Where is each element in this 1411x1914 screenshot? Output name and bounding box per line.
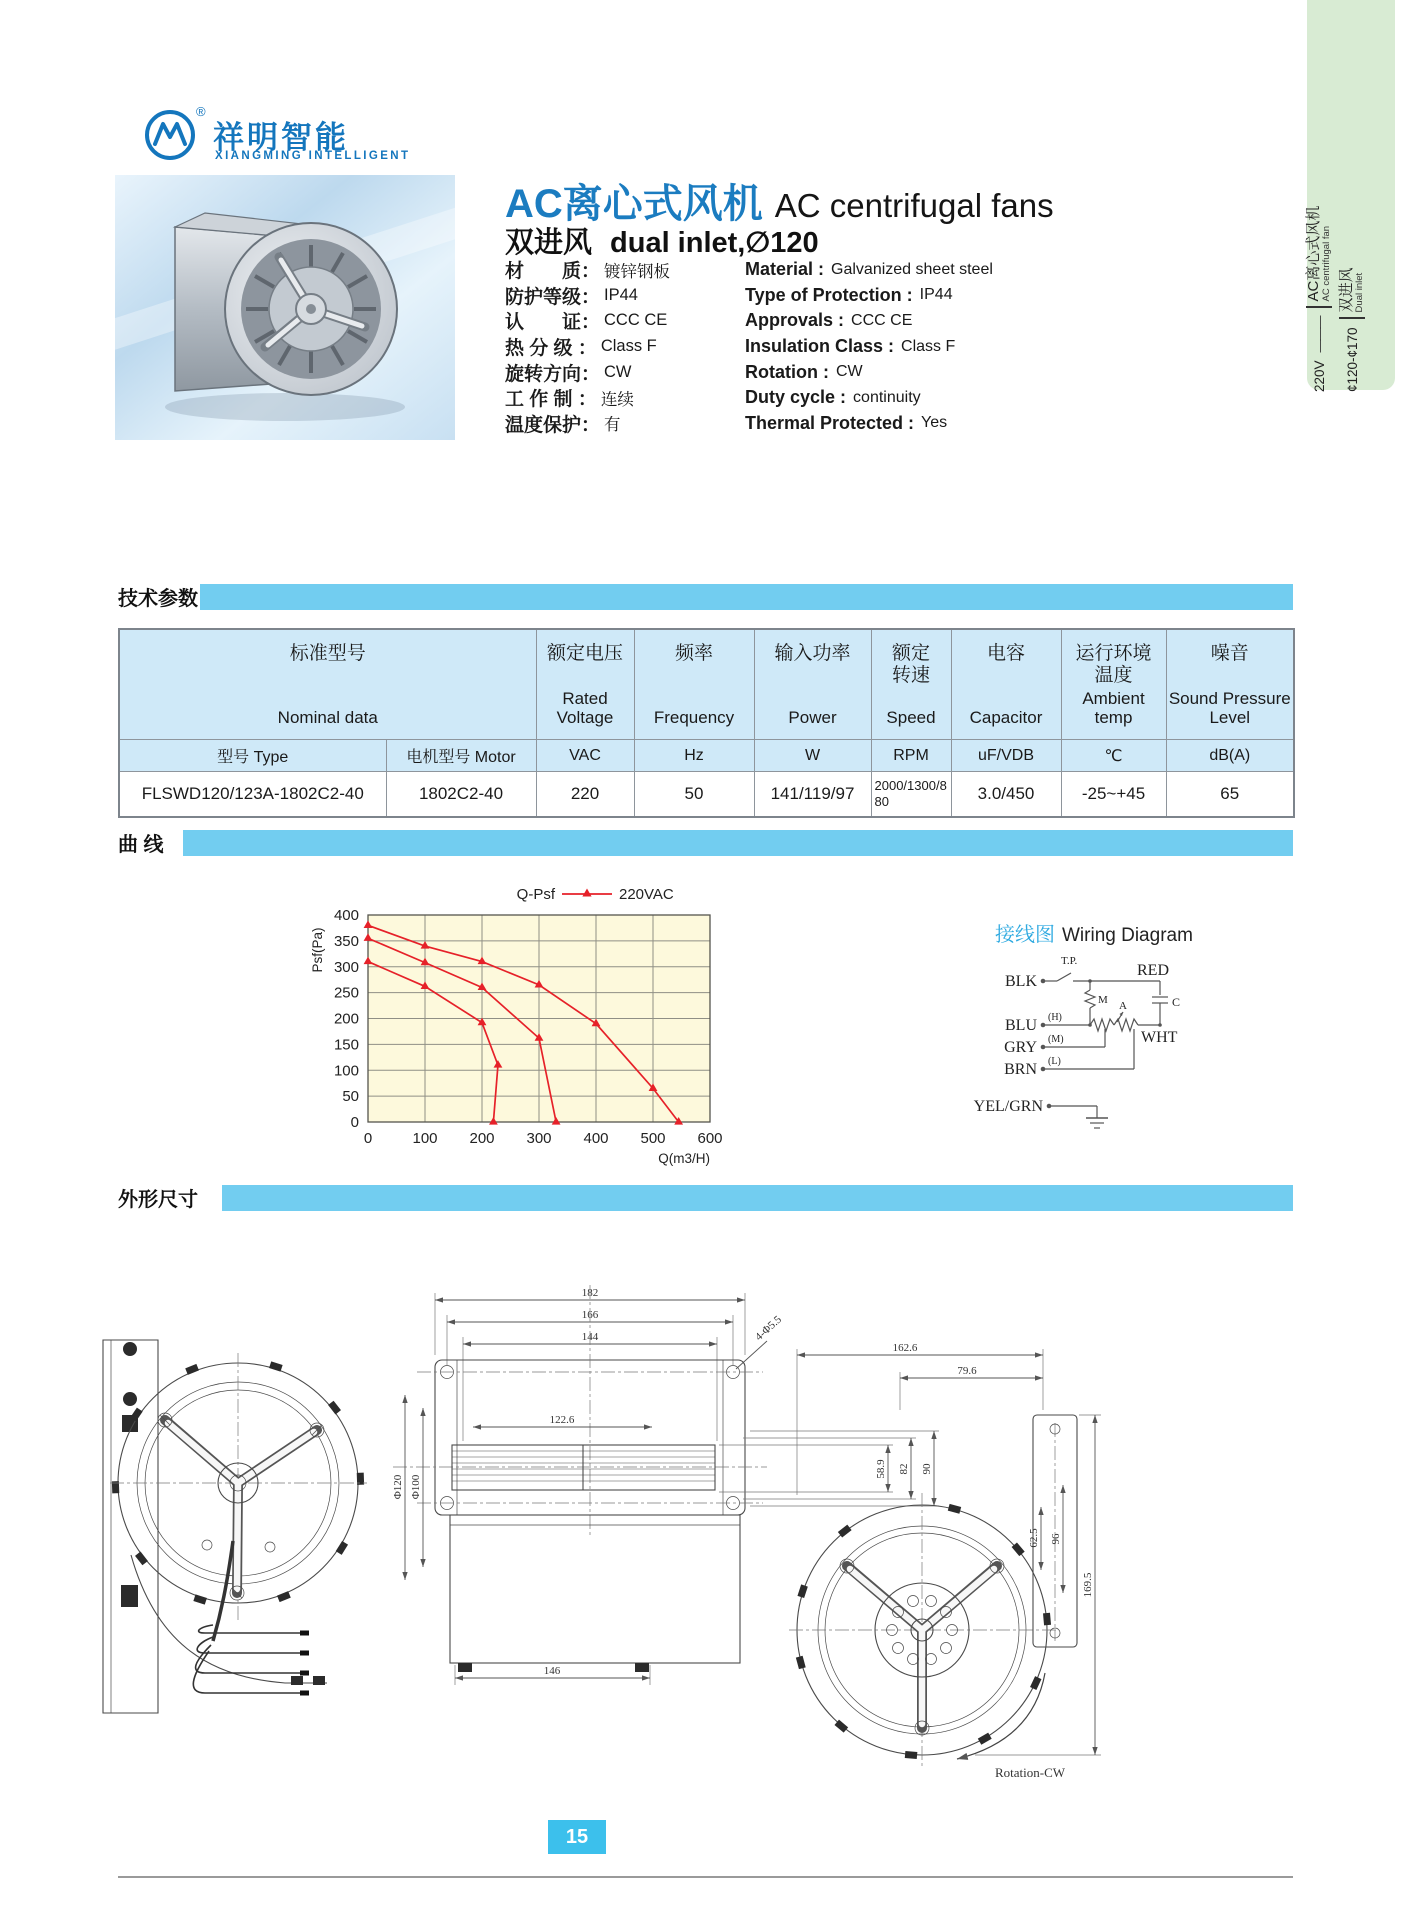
edge-tab-size-range: ¢120-¢170 [1344,327,1360,392]
spec-row-insulation: 热 分 级 ： Class F Insulation Class : Class F [505,336,956,360]
section-bar-tech [200,584,1293,610]
section-bar-curve [183,830,1293,856]
product-photo [115,175,455,440]
legend-marker-icon [582,889,591,897]
chart-title: Q-Psf [516,886,555,903]
chart-xlabel: Q(m3/H) [658,1151,710,1166]
spec-row-duty: 工 作 制 ： 连续 Duty cycle : continuity [505,387,921,411]
svg-text:BLK: BLK [1005,973,1037,990]
svg-text:BLU: BLU [1005,1017,1037,1034]
col-ambient-temp: 运行环境温度 Ambient temp [1061,629,1166,740]
svg-text:600: 600 [697,1130,723,1147]
col-frequency: 频率 Frequency [634,629,754,740]
svg-text:WHT: WHT [1141,1029,1178,1046]
dim-82: 82 [898,1463,910,1475]
title-en: AC centrifugal fans [774,187,1054,224]
spec-row-material: 材 质： 镀锌钢板 Material : Galvanized sheet steel [505,259,993,283]
side-view-drawing [392,1285,939,1685]
section-title-curve: 曲 线 [118,834,164,856]
subtitle-zh: 双进风 [505,227,593,259]
svg-text:350: 350 [333,932,359,950]
svg-text:0: 0 [350,1114,359,1131]
dim-96: 96 [1050,1533,1062,1545]
dim-182: 182 [581,1287,599,1299]
svg-text:100: 100 [333,1062,359,1080]
svg-text:0: 0 [363,1130,373,1147]
svg-text:M: M [1098,994,1108,1006]
spec-row-protection: 防护等级： IP44 Type of Protection : IP44 [505,284,953,308]
edge-tab-inlet-en: Dual inlet [1353,272,1365,313]
spec-row-rotation: 旋转方向： CW Rotation : CW [505,361,863,385]
spec-list [505,257,1305,436]
col-sound-level: 噪音 Sound Pressure Level [1166,629,1294,740]
dim-169-5: 169.5 [1082,1572,1094,1598]
section-bar-dims [222,1185,1293,1211]
svg-text:YEL/GRN: YEL/GRN [973,1098,1043,1115]
subtitle-en: dual inlet,∅120 [610,227,819,259]
dim-4-holes: 4-Φ5.5 [752,1313,785,1344]
dim-162-6: 162.6 [892,1342,918,1354]
svg-text:150: 150 [333,1036,359,1054]
svg-text:A: A [1119,1000,1127,1012]
svg-text:GRY: GRY [1004,1039,1037,1056]
dim-dia120: Φ120 [392,1474,404,1500]
svg-text:(L): (L) [1048,1056,1061,1067]
svg-text:200: 200 [333,1010,359,1028]
edge-tab-line2 [1337,142,1367,392]
footer-rule [118,1876,1293,1878]
dim-166: 166 [581,1309,599,1321]
col-power: 输入功率 Power [754,629,871,740]
svg-text:T.P.: T.P. [1061,955,1078,967]
svg-text:C: C [1172,995,1181,1009]
section-title-dims: 外形尺寸 [118,1189,198,1211]
svg-text:300: 300 [526,1130,552,1147]
svg-text:RED: RED [1137,962,1169,979]
svg-text:500: 500 [640,1130,666,1147]
dim-62-5: 62.5 [1028,1528,1040,1548]
wiring-title: 接线图 Wiring Diagram [995,924,1193,946]
legend-label: 220VAC [619,886,674,903]
svg-text:BRN: BRN [1004,1061,1037,1078]
edge-tab-inlet-zh: 双进风 [1338,267,1356,313]
svg-text:400: 400 [583,1130,609,1147]
edge-tab-voltage: 220V [1311,360,1327,392]
tech-parameters-table [118,628,1295,818]
chart-ylabel: Psf(Pa) [310,927,325,973]
edge-tab-line1 [1303,127,1335,392]
outline-drawings [95,1245,1105,1820]
section-title-tech: 技术参数 [118,588,198,610]
page-number-badge: 15 [548,1820,606,1854]
svg-text:100: 100 [412,1130,438,1147]
table-row: FLSWD120/123A-1802C2-40 1802C2-40 220 50 141/119/97 2000/1300/880 3.0/450 -25~+45 65 [119,772,1294,818]
registered-mark: ® [196,104,206,119]
svg-text:50: 50 [342,1088,359,1106]
dim-58-9: 58.9 [875,1459,887,1479]
svg-text:300: 300 [333,958,359,976]
col-capacitor: 电容 Capacitor [951,629,1061,740]
logo-mark-icon [143,108,197,162]
edge-tab-series-en: AC centrifugal fan [1320,225,1332,302]
table-header-row [119,629,1294,740]
title-zh: AC离心式风机 [505,182,763,226]
wiring-diagram [945,946,1195,1156]
edge-tab-dash: ——— [1311,316,1327,353]
performance-chart [250,868,750,1188]
dim-122-6: 122.6 [549,1414,575,1426]
svg-text:200: 200 [469,1130,495,1147]
dim-79-6: 79.6 [957,1365,977,1377]
dim-146: 146 [543,1665,561,1677]
svg-text:400: 400 [333,907,359,924]
svg-text:250: 250 [333,984,359,1002]
front-view-drawing [103,1340,367,1713]
svg-text:(H): (H) [1048,1012,1062,1023]
logo-name-en: XIANGMING INTELLIGENT [215,150,411,162]
spec-row-approvals: 认 证： CCC CE Approvals : CCC CE [505,310,913,334]
spec-row-thermal: 温度保护： 有 Thermal Protected : Yes [505,412,948,436]
dim-dia100: Φ100 [410,1474,422,1500]
rotation-label: Rotation-CW [994,1765,1066,1780]
edge-tab-series-zh: AC离心式风机 [1305,205,1323,302]
svg-text:(M): (M) [1048,1034,1064,1045]
dim-144: 144 [581,1331,599,1343]
dim-90: 90 [921,1463,933,1475]
rear-view-drawing [789,1342,1101,1780]
col-nominal-data: 标准型号 Nominal data [119,629,536,740]
col-rated-voltage: 额定电压 Rated Voltage [536,629,634,740]
page-subtitle [505,220,819,261]
table-units-row: 型号 Type 电机型号 Motor VAC Hz W RPM uF/VDB ℃ dB(A) [119,740,1294,772]
col-speed: 额定转速 Speed [871,629,951,740]
logo-name-zh: 祥明智能 [213,120,349,155]
